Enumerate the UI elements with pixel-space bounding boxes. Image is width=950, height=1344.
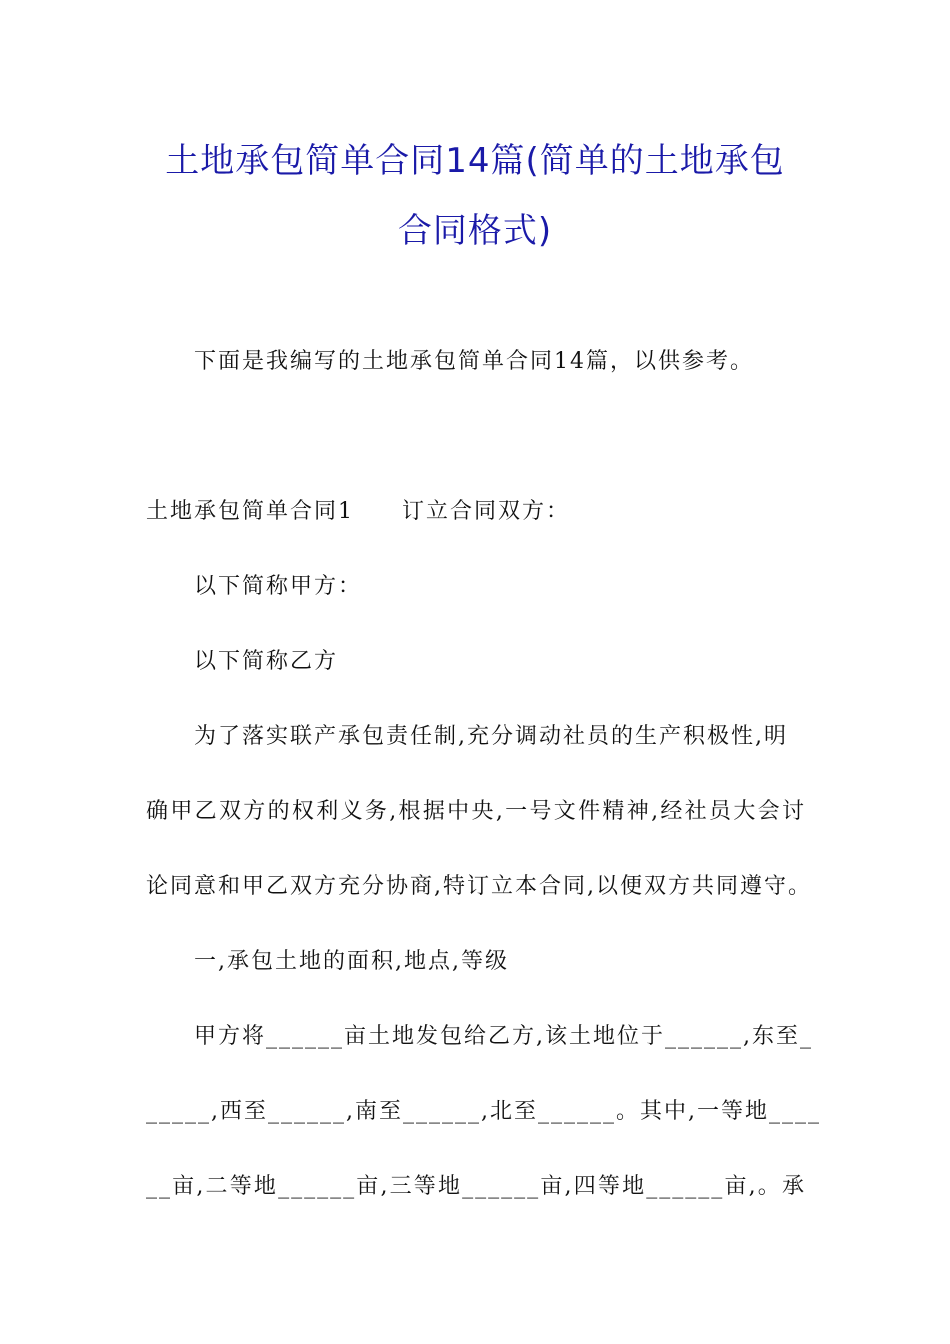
clause-1-line-2: _____,西至______,南至______,北至______。其中,一等地____ (146, 1099, 821, 1124)
clause-1-line-1: 甲方将______亩土地发包给乙方,该土地位于______,东至_ (194, 1024, 813, 1049)
clause-1-heading: 一,承包土地的面积,地点,等级 (194, 949, 509, 974)
intro-paragraph: 下面是我编写的土地承包简单合同14篇，以供参考。 (194, 349, 754, 374)
party-a-line: 以下简称甲方： (194, 574, 363, 599)
clause-1-line-3: __亩,二等地______亩,三等地______亩,四等地______亩,。承 (146, 1174, 806, 1199)
section-heading: 土地承包简单合同1 订立合同双方： (146, 499, 570, 524)
purpose-paragraph-line-1: 为了落实联产承包责任制,充分调动社员的生产积极性,明 (194, 724, 788, 749)
document-title-line-1: 土地承包简单合同14篇(简单的土地承包 (165, 141, 785, 181)
party-b-line: 以下简称乙方 (194, 649, 339, 674)
purpose-paragraph-line-3: 论同意和甲乙双方充分协商,特订立本合同,以便双方共同遵守。 (146, 874, 812, 899)
document-title-line-2: 合同格式) (397, 211, 553, 251)
purpose-paragraph-line-2: 确甲乙双方的权利义务,根据中央,一号文件精神,经社员大会讨 (146, 799, 806, 824)
